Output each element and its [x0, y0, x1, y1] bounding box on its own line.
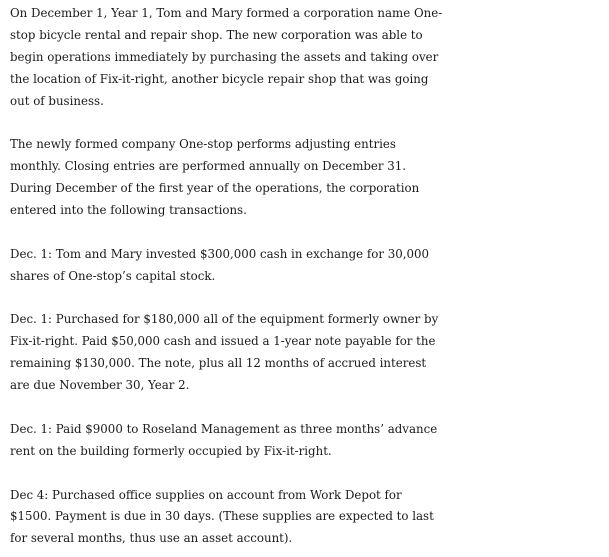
paragraph-intro: [10, 3, 609, 112]
text-line: entered into the following transactions.: [10, 203, 247, 218]
paragraph-adjusting-entries: [10, 134, 609, 222]
paragraph-spacer: [10, 222, 609, 244]
text-line: Dec. 1: Paid $9000 to Roseland Management as three months’ advance: [10, 421, 438, 436]
text-line: stop bicycle rental and repair shop. The new corporation was able to: [10, 27, 423, 42]
paragraph-transaction-supplies: [10, 485, 609, 551]
text-line: Dec. 1: Tom and Mary invested $300,000 cash in exchange for 30,000: [10, 246, 430, 261]
paragraph-spacer: [10, 288, 609, 310]
text-line: monthly. Closing entries are performed annually on December 31.: [10, 159, 407, 174]
paragraph-transaction-investment: [10, 244, 609, 288]
text-line: for several months, thus use an asset account).: [10, 531, 293, 546]
text-line: shares of One-stop’s capital stock.: [10, 268, 216, 283]
paragraph-transaction-equipment: [10, 309, 609, 397]
paragraph-spacer: [10, 463, 609, 485]
text-line: rent on the building formerly occupied by Fix-it-right.: [10, 443, 332, 458]
text-line: Dec. 1: Purchased for $180,000 all of the equipment formerly owner by: [10, 312, 439, 327]
text-line: During December of the first year of the operations, the corporation: [10, 181, 420, 196]
text-line: are due November 30, Year 2.: [10, 378, 190, 393]
text-line: begin operations immediately by purchasing the assets and taking over: [10, 49, 439, 64]
text-line: The newly formed company One-stop performs adjusting entries: [10, 137, 396, 152]
paragraph-spacer: [10, 397, 609, 419]
paragraph-spacer: [10, 112, 609, 134]
text-line: Dec 4: Purchased office supplies on account from Work Depot for: [10, 487, 402, 502]
text-line: $1500. Payment is due in 30 days. (These supplies are expected to last: [10, 509, 434, 524]
text-line: the location of Fix-it-right, another bicycle repair shop that was going: [10, 71, 429, 86]
paragraph-transaction-rent: [10, 419, 609, 463]
text-line: remaining $130,000. The note, plus all 12 months of accrued interest: [10, 356, 427, 371]
text-line: On December 1, Year 1, Tom and Mary formed a corporation name One-: [10, 6, 443, 20]
text-line: out of business.: [10, 93, 104, 108]
text-line: Fix-it-right. Paid $50,000 cash and issued a 1-year note payable for the: [10, 334, 436, 349]
